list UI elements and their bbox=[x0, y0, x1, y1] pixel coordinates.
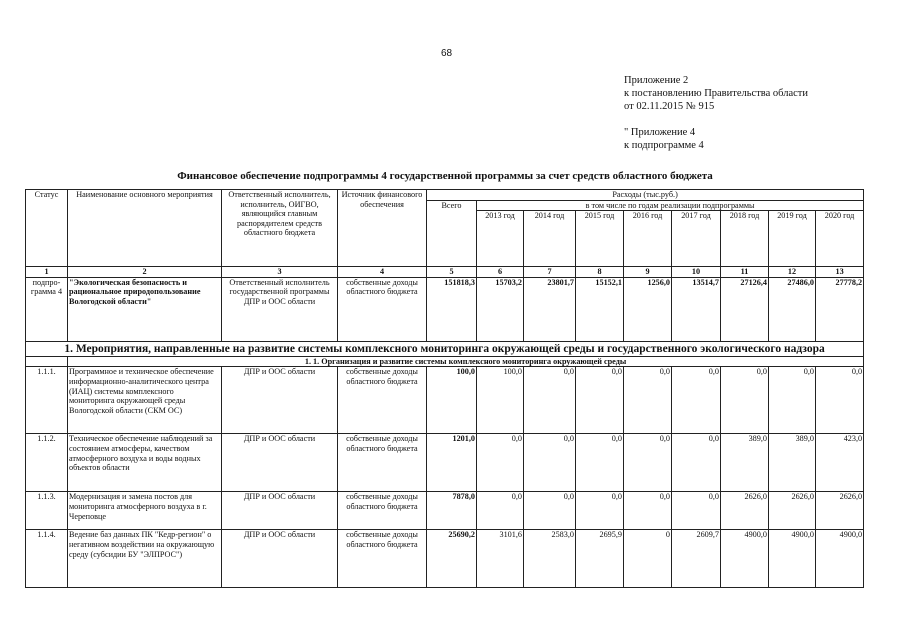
row-value: 2695,9 bbox=[576, 530, 624, 588]
row-total: 7878,0 bbox=[427, 492, 477, 530]
row-name: Программное и техническое обеспечение информационно-аналитического центра (ИАЦ) системы комплексного мониторинга окружающей среды Вологодской области (СКМ ОС) bbox=[68, 367, 222, 434]
col-number: 13 bbox=[816, 267, 864, 278]
table-row bbox=[26, 530, 864, 588]
row-source: собственные доходы областного бюджета bbox=[338, 367, 427, 434]
program-total: 151818,3 bbox=[427, 277, 477, 341]
column-number-row bbox=[26, 267, 864, 278]
row-value: 100,0 bbox=[477, 367, 524, 434]
row-value: 389,0 bbox=[769, 434, 816, 492]
program-value: 15703,2 bbox=[477, 277, 524, 341]
row-value: 0,0 bbox=[576, 492, 624, 530]
row-value: 0,0 bbox=[672, 492, 721, 530]
row-value: 0,0 bbox=[624, 434, 672, 492]
row-executor: ДПР и ООС области bbox=[222, 367, 338, 434]
col-number: 7 bbox=[524, 267, 576, 278]
row-value: 2626,0 bbox=[721, 492, 769, 530]
row-name: Ведение баз данных ПК "Кедр-регион" о негативном воздействии на окружающую среду (субсидии БУ "ЭЛПРОС") bbox=[68, 530, 222, 588]
table-row bbox=[26, 434, 864, 492]
page-number: 68 bbox=[441, 48, 453, 59]
row-executor: ДПР и ООС области bbox=[222, 434, 338, 492]
header-year: 2015 год bbox=[576, 211, 624, 267]
row-value: 4900,0 bbox=[816, 530, 864, 588]
row-executor: ДПР и ООС области bbox=[222, 530, 338, 588]
program-name: "Экологическая безопасность и рациональное природопользование Вологодской области" bbox=[68, 277, 222, 341]
row-value: 0,0 bbox=[816, 367, 864, 434]
appendix-line: к постановлению Правительства области bbox=[624, 88, 808, 99]
row-value: 4900,0 bbox=[769, 530, 816, 588]
header-row bbox=[26, 190, 864, 201]
header-year: 2017 год bbox=[672, 211, 721, 267]
row-value: 4900,0 bbox=[721, 530, 769, 588]
row-value: 0 bbox=[624, 530, 672, 588]
header-total: Всего bbox=[427, 200, 477, 267]
header-year: 2016 год bbox=[624, 211, 672, 267]
row-value: 0,0 bbox=[721, 367, 769, 434]
row-status: 1.1.2. bbox=[26, 434, 68, 492]
program-value: 27486,0 bbox=[769, 277, 816, 341]
table-row bbox=[26, 492, 864, 530]
row-value: 3101,6 bbox=[477, 530, 524, 588]
row-status: 1.1.3. bbox=[26, 492, 68, 530]
col-number: 11 bbox=[721, 267, 769, 278]
program-source: собственные доходы областного бюджета bbox=[338, 277, 427, 341]
row-value: 423,0 bbox=[816, 434, 864, 492]
header-year: 2013 год bbox=[477, 211, 524, 267]
header-name: Наименование основного мероприятия bbox=[68, 190, 222, 267]
row-source: собственные доходы областного бюджета bbox=[338, 434, 427, 492]
row-executor: ДПР и ООС области bbox=[222, 492, 338, 530]
section-row bbox=[26, 341, 864, 356]
header-year: 2014 год bbox=[524, 211, 576, 267]
program-value: 27778,2 bbox=[816, 277, 864, 341]
row-source: собственные доходы областного бюджета bbox=[338, 530, 427, 588]
col-number: 3 bbox=[222, 267, 338, 278]
col-number: 10 bbox=[672, 267, 721, 278]
row-value: 389,0 bbox=[721, 434, 769, 492]
appendix-header bbox=[624, 74, 808, 152]
col-number: 1 bbox=[26, 267, 68, 278]
row-value: 2609,7 bbox=[672, 530, 721, 588]
row-value: 0,0 bbox=[477, 434, 524, 492]
row-value: 2583,0 bbox=[524, 530, 576, 588]
row-total: 1201,0 bbox=[427, 434, 477, 492]
header-year: 2019 год bbox=[769, 211, 816, 267]
row-value: 0,0 bbox=[624, 492, 672, 530]
subsection-title: 1. 1. Организация и развитие системы комплексного мониторинга окружающей среды bbox=[68, 356, 864, 367]
program-value: 1256,0 bbox=[624, 277, 672, 341]
row-status: 1.1.4. bbox=[26, 530, 68, 588]
header-year: 2018 год bbox=[721, 211, 769, 267]
appendix-line: Приложение 2 bbox=[624, 75, 689, 86]
row-value: 0,0 bbox=[524, 367, 576, 434]
row-value: 0,0 bbox=[769, 367, 816, 434]
row-total: 25690,2 bbox=[427, 530, 477, 588]
finance-table bbox=[25, 189, 864, 588]
row-value: 0,0 bbox=[576, 434, 624, 492]
appendix-line: " Приложение 4 bbox=[624, 127, 696, 138]
col-number: 9 bbox=[624, 267, 672, 278]
row-name: Техническое обеспечение наблюдений за состоянием атмосферы, качеством атмосферного воздуха и воды водных объектов области bbox=[68, 434, 222, 492]
header-expenses: Расходы (тыс.руб.) bbox=[427, 190, 864, 201]
program-row bbox=[26, 277, 864, 341]
program-value: 15152,1 bbox=[576, 277, 624, 341]
row-value: 2626,0 bbox=[769, 492, 816, 530]
row-total: 100,0 bbox=[427, 367, 477, 434]
program-executor: Ответственный исполнитель государственной программы ДПР и ООС области bbox=[222, 277, 338, 341]
subsection-row bbox=[26, 356, 864, 367]
row-value: 2626,0 bbox=[816, 492, 864, 530]
row-value: 0,0 bbox=[524, 434, 576, 492]
row-value: 0,0 bbox=[576, 367, 624, 434]
row-name: Модернизация и замена постов для мониторинга атмосферного воздуха в г. Череповце bbox=[68, 492, 222, 530]
col-number: 8 bbox=[576, 267, 624, 278]
header-status: Статус bbox=[26, 190, 68, 267]
row-value: 0,0 bbox=[672, 434, 721, 492]
header-executor: Ответственный исполнитель, исполнитель, ОИГВО, являющийся главным распорядителем средств областного бюджета bbox=[222, 190, 338, 267]
row-status: 1.1.1. bbox=[26, 367, 68, 434]
col-number: 2 bbox=[68, 267, 222, 278]
row-value: 0,0 bbox=[524, 492, 576, 530]
appendix-line: от 02.11.2015 № 915 bbox=[624, 101, 715, 112]
header-source: Источник финансового обеспечения bbox=[338, 190, 427, 267]
program-value: 23801,7 bbox=[524, 277, 576, 341]
program-value: 13514,7 bbox=[672, 277, 721, 341]
row-value: 0,0 bbox=[477, 492, 524, 530]
document-title: Финансовое обеспечение подпрограммы 4 государственной программы за счет средств областного бюджета bbox=[177, 170, 713, 182]
row-value: 0,0 bbox=[624, 367, 672, 434]
col-number: 5 bbox=[427, 267, 477, 278]
header-year: 2020 год bbox=[816, 211, 864, 267]
col-number: 12 bbox=[769, 267, 816, 278]
table-row bbox=[26, 367, 864, 434]
section-title: 1. Мероприятия, направленные на развитие системы комплексного мониторинга окружающей среды и государственного экологического надзора bbox=[26, 341, 864, 356]
col-number: 4 bbox=[338, 267, 427, 278]
col-number: 6 bbox=[477, 267, 524, 278]
program-value: 27126,4 bbox=[721, 277, 769, 341]
row-source: собственные доходы областного бюджета bbox=[338, 492, 427, 530]
header-by-years: в том числе по годам реализации подпрограммы bbox=[477, 200, 864, 211]
appendix-line: к подпрограмме 4 bbox=[624, 140, 704, 151]
program-status: подпро-грамма 4 bbox=[26, 277, 68, 341]
row-value: 0,0 bbox=[672, 367, 721, 434]
